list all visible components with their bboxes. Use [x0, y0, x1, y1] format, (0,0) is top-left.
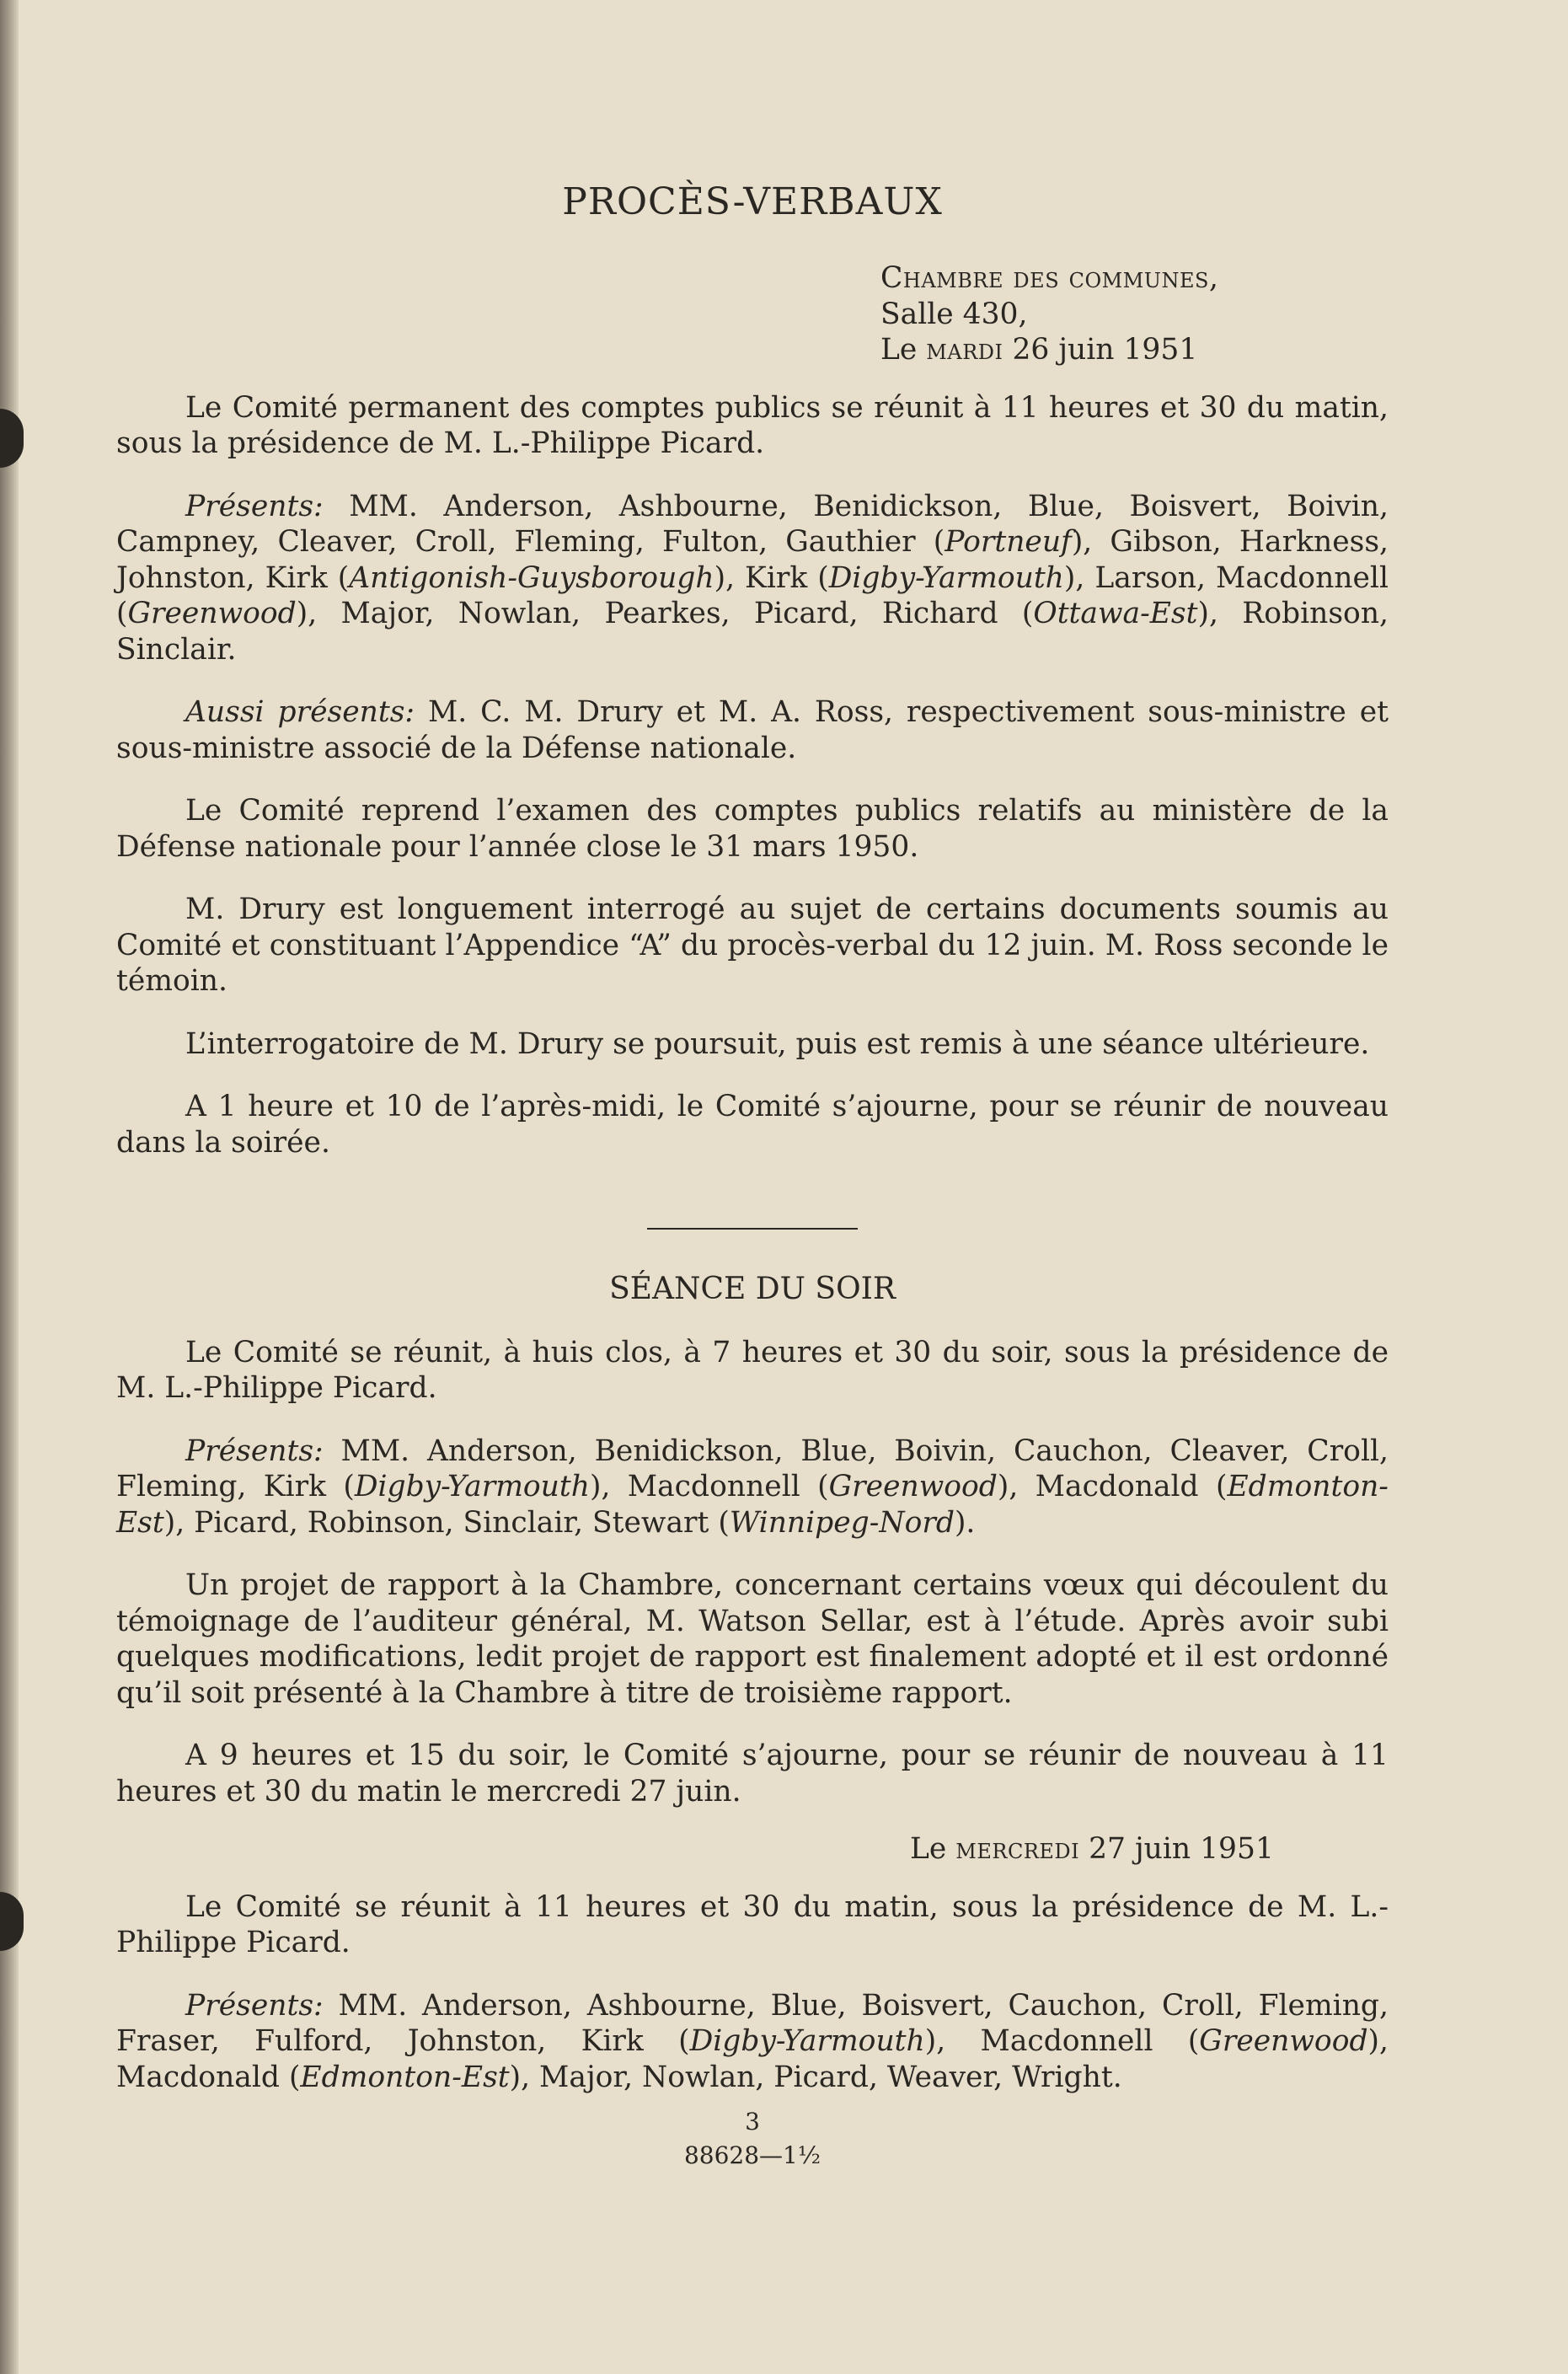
document-page — [116, 181, 1389, 2173]
binding-hole — [0, 409, 24, 468]
session3-opening: Le Comité se réunit à 11 heures et 30 du matin, sous la présidence de M. L.-Philippe Picard. — [116, 1889, 1389, 1959]
session1-examen: Le Comité reprend l’examen des comptes publics relatifs au ministère de la Défense nationale pour l’année close le 31 mars 1950. — [116, 794, 1389, 864]
session1-also-present: Aussi présents: M. C. M. Drury et M. A. Ross, respectivement sous-ministre et sous-ministre associé de la Défense nationale. — [116, 695, 1389, 765]
book-spine — [0, 0, 19, 2374]
session2-projet: Un projet de rapport à la Chambre, concernant certains vœux qui découlent du témoignage de l’auditeur général, M. Watson Sellar, est à l’étude. Après avoir subi quelques modifications, ledit projet de rapport est finalement adopté et il est ordonné qu’il soit présenté à la Chambre à titre de troisième rapport. — [116, 1568, 1389, 1710]
session1-interrogatoire: L’interrogatoire de M. Drury se poursuit, puis est remis à une séance ultérieure. — [185, 1026, 1370, 1061]
page-title: PROCÈS-VERBAUX — [562, 180, 943, 223]
session3-present: Présents: MM. Anderson, Ashbourne, Blue, Boisvert, Cauchon, Croll, Fleming, Fraser, Fulford, Johnston, Kirk (Digby-Yarmouth), Macdonnell (Greenwood), Macdonald (Edmonton-Est), Major, Nowlan, Picard, Weaver, Wright. — [116, 1988, 1389, 2094]
session1-drury: M. Drury est longuement interrogé au sujet de certains documents soumis au Comité et constituant l’Appendice “A” du procès-verbal du 12 juin. M. Ross seconde le témoin. — [116, 892, 1389, 998]
heading-house: Chambre des communes, — [880, 261, 1219, 295]
session2-opening: Le Comité se réunit, à huis clos, à 7 heures et 30 du soir, sous la présidence de M. L.-Philippe Picard. — [116, 1335, 1389, 1405]
heading-date: Le mardi 26 juin 1951 — [880, 333, 1198, 367]
session-heading — [880, 260, 1389, 368]
heading-room: Salle 430, — [880, 297, 1028, 331]
binding-hole — [0, 1892, 24, 1951]
print-code: 88628—1½ — [683, 2141, 821, 2169]
session2-present: Présents: MM. Anderson, Benidickson, Blue, Boivin, Cauchon, Cleaver, Croll, Fleming, Kirk (Digby-Yarmouth), Macdonnell (Greenwood), Macdonald (Edmonton-Est), Picard, Robinson, Sinclair, Stewart (Winnipeg-Nord). — [116, 1434, 1389, 1540]
session1-adjourn: A 1 heure et 10 de l’après-midi, le Comité s’ajourne, pour se réunir de nouveau dans la soirée. — [116, 1090, 1389, 1160]
evening-session-title: SÉANCE DU SOIR — [609, 1272, 896, 1306]
session3-date: Le mercredi 27 juin 1951 — [910, 1832, 1274, 1866]
section-divider — [647, 1228, 858, 1230]
session2-adjourn: A 9 heures et 15 du soir, le Comité s’ajourne, pour se réunir de nouveau à 11 heures et 30 du matin le mercredi 27 juin. — [116, 1739, 1389, 1809]
page-footer — [116, 2105, 1389, 2173]
session1-present: Présents: MM. Anderson, Ashbourne, Benidickson, Blue, Boisvert, Boivin, Campney, Cleaver, Croll, Fleming, Fulton, Gauthier (Portneuf), Gibson, Harkness, Johnston, Kirk (Antigonish-Guysborough), Kirk (Digby-Yarmouth), Larson, Macdonnell (Greenwood), Major, Nowlan, Pearkes, Picard, Richard (Ottawa-Est), Robinson, Sinclair. — [116, 489, 1389, 667]
session1-opening: Le Comité permanent des comptes publics se réunit à 11 heures et 30 du matin, sous la présidence de M. L.-Philippe Picard. — [116, 390, 1389, 460]
page-number: 3 — [745, 2108, 760, 2136]
